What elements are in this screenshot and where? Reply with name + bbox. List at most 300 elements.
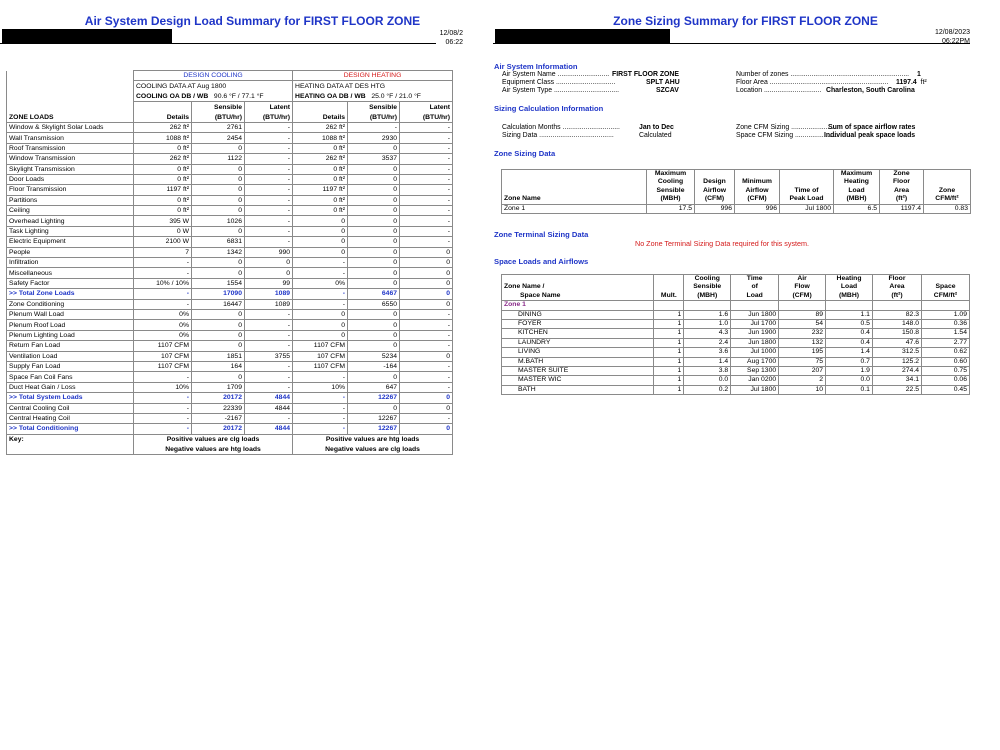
load-row — [7, 164, 453, 174]
heating-latent: - — [400, 341, 453, 351]
space-time: Jul 1800 — [731, 385, 779, 394]
design-cooling-header: DESIGN COOLING — [134, 71, 293, 81]
heating-sensible: 0 — [348, 216, 400, 226]
heating-latent: 0 — [400, 278, 453, 288]
cooling-details: - — [134, 372, 192, 382]
heating-details: 1107 CFM — [293, 341, 348, 351]
space-heating: 1.4 — [826, 348, 873, 357]
calc-months-value: Jan to Dec — [639, 124, 674, 131]
time-of-peak-cell: Jul 1800 — [780, 204, 834, 213]
heating-details: 0 — [293, 247, 348, 257]
space-row — [502, 338, 970, 347]
cooling-details: 262 ft² — [134, 122, 192, 132]
cooling-latent: 1089 — [245, 299, 293, 309]
design-airflow-cell: 996 — [695, 204, 735, 213]
cooling-latent: - — [245, 174, 293, 184]
load-row — [7, 413, 453, 423]
space-cfm-ft2-header: Space CFM/ft² — [922, 275, 970, 301]
load-row — [7, 403, 453, 413]
heating-latent: 0 — [400, 289, 453, 299]
load-label: Central Cooling Coil — [7, 403, 134, 413]
air-system-info-title: Air System Information — [494, 62, 578, 71]
zone-floor-area-header: Zone Floor Area (ft²) — [880, 170, 924, 205]
space-cooling: 1.6 — [684, 310, 731, 319]
zone-name-header: Zone Name — [502, 170, 647, 205]
heating-latent: - — [400, 206, 453, 216]
heating-latent: - — [400, 309, 453, 319]
cooling-details: 1107 CFM — [134, 361, 192, 371]
heating-sensible: 0 — [348, 164, 400, 174]
cooling-details: 1088 ft² — [134, 133, 192, 143]
load-label: Wall Transmission — [7, 133, 134, 143]
cooling-latent: - — [245, 122, 293, 132]
report-time-line: 06:22 — [445, 39, 463, 46]
cooling-sensible: 1026 — [192, 216, 245, 226]
load-label: Window & Skylight Solar Loads — [7, 122, 134, 132]
load-row — [7, 133, 453, 143]
number-of-zones-value: 1 — [917, 71, 921, 78]
load-label: >> Total Zone Loads — [7, 289, 134, 299]
space-airflow: 54 — [779, 320, 826, 329]
heating-details: - — [293, 258, 348, 268]
heating-latent: - — [400, 320, 453, 330]
calc-months-label: Calculation Months .............................. — [502, 124, 620, 131]
space-name: FOYER — [502, 320, 654, 329]
load-label: Space Fan Coil Fans — [7, 372, 134, 382]
location-row — [736, 87, 915, 95]
cooling-sensible: 20172 — [192, 393, 245, 403]
load-row — [7, 382, 453, 392]
cooling-latent: - — [245, 195, 293, 205]
load-label: Zone Conditioning — [7, 299, 134, 309]
heating-latent: - — [400, 382, 453, 392]
load-label: Task Lighting — [7, 226, 134, 236]
heating-load-header: Heating Load (MBH) — [826, 275, 873, 301]
equipment-class-label: Equipment Class ............................... — [502, 79, 616, 86]
cooling-latent: - — [245, 216, 293, 226]
heating-details: 0 ft² — [293, 143, 348, 153]
report-date-line: 12/08/2 — [439, 30, 463, 37]
min-airflow-header: Minimum Airflow (CFM) — [735, 170, 780, 205]
space-floor-area: 125.2 — [872, 357, 921, 366]
cooling-latent: - — [245, 143, 293, 153]
space-row — [502, 367, 970, 376]
page-title: Zone Sizing Summary for FIRST FLOOR ZONE — [613, 14, 878, 28]
heating-details: 0 ft² — [293, 174, 348, 184]
load-row — [7, 341, 453, 351]
cooling-details: - — [134, 424, 192, 434]
zone-sizing-row — [502, 204, 971, 213]
heating-details: 0 — [293, 216, 348, 226]
min-airflow-cell: 996 — [735, 204, 780, 213]
zone-floor-area-cell: 1197.4 — [880, 204, 924, 213]
space-cfm-ft2: 0.60 — [922, 357, 970, 366]
heating-sensible: 2930 — [348, 133, 400, 143]
equipment-class-row — [502, 79, 680, 87]
heating-sensible: 0 — [348, 403, 400, 413]
space-name: MASTER WIC — [502, 376, 654, 385]
space-floor-area: 274.4 — [872, 367, 921, 376]
heating-details: 262 ft² — [293, 122, 348, 132]
space-cfm-sizing-label: Space CFM Sizing ....................... — [736, 132, 840, 139]
heating-sensible: 0 — [348, 341, 400, 351]
cooling-latent: 4844 — [245, 424, 293, 434]
space-heating: 0.5 — [826, 320, 873, 329]
load-row — [7, 309, 453, 319]
load-label: Electric Equipment — [7, 237, 134, 247]
cooling-details: 0 ft² — [134, 164, 192, 174]
space-time: Aug 1700 — [731, 357, 779, 366]
cooling-latent: 4844 — [245, 393, 293, 403]
heating-details: 0 ft² — [293, 195, 348, 205]
space-time: Jun 1800 — [731, 310, 779, 319]
load-label: Roof Transmission — [7, 143, 134, 153]
load-row — [7, 320, 453, 330]
report-time-line: 06:22PM — [941, 38, 970, 45]
load-label: Return Fan Load — [7, 341, 134, 351]
max-heating-header: Maximum Heating Load (MBH) — [834, 170, 880, 205]
space-floor-area: 22.5 — [872, 385, 921, 394]
zone-cfm-sizing-label: Zone CFM Sizing ........................ — [736, 124, 838, 131]
title-divider — [0, 43, 436, 44]
load-row — [7, 216, 453, 226]
key-heating-negative: Negative values are clg loads — [293, 445, 453, 455]
cooling-sensible: 2454 — [192, 133, 245, 143]
space-cooling: 1.0 — [684, 320, 731, 329]
heating-oa-label: HEATING OA DB / WB — [295, 92, 366, 100]
load-label: >> Total Conditioning — [7, 424, 134, 434]
load-label: Central Heating Coil — [7, 413, 134, 423]
cooling-details: 0% — [134, 320, 192, 330]
load-row — [7, 226, 453, 236]
load-row — [7, 122, 453, 132]
redacted-block — [495, 29, 670, 43]
load-label: Duct Heat Gain / Loss — [7, 382, 134, 392]
zone-sizing-title: Zone Sizing Data — [494, 149, 556, 158]
cooling-latent: - — [245, 206, 293, 216]
space-cooling: 0.2 — [684, 385, 731, 394]
cooling-sensible: 0 — [192, 268, 245, 278]
cooling-latent: - — [245, 309, 293, 319]
load-row — [7, 268, 453, 278]
section-header-row — [7, 71, 453, 81]
space-time: Jul 1000 — [731, 348, 779, 357]
load-label: People — [7, 247, 134, 257]
space-time: Jun 1800 — [731, 338, 779, 347]
calc-months-row — [502, 124, 674, 132]
heating-details: 0 — [293, 330, 348, 340]
heating-sensible: 12267 — [348, 424, 400, 434]
cooling-details: - — [134, 299, 192, 309]
cooling-oa-cell — [134, 91, 293, 101]
heating-details: 1107 CFM — [293, 361, 348, 371]
space-mult: 1 — [654, 338, 684, 347]
cooling-latent: - — [245, 320, 293, 330]
heating-sensible: 647 — [348, 382, 400, 392]
heating-latent: - — [400, 122, 453, 132]
heating-sensible: 6550 — [348, 299, 400, 309]
heating-latent-unit: (BTU/hr) — [400, 112, 453, 122]
column-header-row-2 — [7, 112, 453, 122]
space-mult: 1 — [654, 376, 684, 385]
cooling-sensible: 17090 — [192, 289, 245, 299]
space-cfm-ft2: 0.75 — [922, 367, 970, 376]
heating-details: 0 — [293, 320, 348, 330]
cooling-sensible-header: Sensible — [192, 102, 245, 112]
heating-sensible: 0 — [348, 258, 400, 268]
heating-latent: - — [400, 413, 453, 423]
space-name: MASTER SUITE — [502, 367, 654, 376]
cooling-latent: 990 — [245, 247, 293, 257]
space-cfm-ft2: 0.62 — [922, 348, 970, 357]
load-label: Miscellaneous — [7, 268, 134, 278]
cooling-sensible: 1122 — [192, 154, 245, 164]
cooling-sensible: 2761 — [192, 122, 245, 132]
mult-header: Mult. — [654, 275, 684, 301]
cooling-sensible: 0 — [192, 372, 245, 382]
space-heating: 0.4 — [826, 338, 873, 347]
heating-sensible-unit: (BTU/hr) — [348, 112, 400, 122]
space-airflow: 232 — [779, 329, 826, 338]
load-row — [7, 247, 453, 257]
space-mult: 1 — [654, 320, 684, 329]
cooling-latent: 0 — [245, 258, 293, 268]
heating-sensible: 0 — [348, 330, 400, 340]
heating-details: - — [293, 289, 348, 299]
heating-latent: 0 — [400, 403, 453, 413]
heating-details: 0 ft² — [293, 164, 348, 174]
load-row — [7, 258, 453, 268]
load-row — [7, 154, 453, 164]
heating-details-header: Details — [293, 112, 348, 122]
heating-latent: - — [400, 143, 453, 153]
heating-details: 262 ft² — [293, 154, 348, 164]
space-name: M.BATH — [502, 357, 654, 366]
load-row — [7, 206, 453, 216]
heating-sensible: 0 — [348, 278, 400, 288]
load-row — [7, 278, 453, 288]
floor-area-label: Floor Area .............................................................. — [736, 79, 889, 86]
space-cfm-ft2: 2.77 — [922, 338, 970, 347]
space-heating: 0.4 — [826, 329, 873, 338]
space-floor-area: 82.3 — [872, 310, 921, 319]
heating-latent: 0 — [400, 424, 453, 434]
space-time: Jun 1900 — [731, 329, 779, 338]
load-label: Plenum Lighting Load — [7, 330, 134, 340]
space-heating: 0.7 — [826, 357, 873, 366]
cooling-details: 7 — [134, 247, 192, 257]
heating-details: 10% — [293, 382, 348, 392]
floor-area-header: Floor Area (ft²) — [872, 275, 921, 301]
load-row — [7, 299, 453, 309]
cooling-sensible-unit: (BTU/hr) — [192, 112, 245, 122]
space-floor-area: 312.5 — [872, 348, 921, 357]
cooling-details: 1197 ft² — [134, 185, 192, 195]
location-label: Location .............................. — [736, 87, 822, 94]
cooling-oa-label: COOLING OA DB / WB — [136, 92, 209, 100]
heating-latent: - — [400, 330, 453, 340]
heating-sensible: 0 — [348, 247, 400, 257]
space-cooling: 3.6 — [684, 348, 731, 357]
cooling-latent: - — [245, 330, 293, 340]
equipment-class-value: SPLT AHU — [646, 79, 680, 86]
air-system-name-row — [502, 71, 679, 79]
max-cooling-header: Maximum Cooling Sensible (MBH) — [647, 170, 695, 205]
cooling-sensible: 1851 — [192, 351, 245, 361]
space-cooling: 1.4 — [684, 357, 731, 366]
heating-sensible: 12267 — [348, 413, 400, 423]
load-row — [7, 372, 453, 382]
cooling-sensible-header: Cooling Sensible (MBH) — [684, 275, 731, 301]
cooling-sensible: 16447 — [192, 299, 245, 309]
air-system-name-value: FIRST FLOOR ZONE — [612, 71, 679, 78]
zone-cfm-ft2-cell: 0.83 — [924, 204, 971, 213]
oa-conditions-row — [7, 91, 453, 101]
cooling-details: - — [134, 403, 192, 413]
heating-sensible: 0 — [348, 237, 400, 247]
space-loads-title: Space Loads and Airflows — [494, 257, 589, 266]
column-header-row-1 — [7, 102, 453, 112]
cooling-sensible: 0 — [192, 330, 245, 340]
cooling-details: 2100 W — [134, 237, 192, 247]
design-load-table — [6, 70, 453, 455]
zone-sizing-summary-page — [493, 0, 1000, 750]
space-airflow: 10 — [779, 385, 826, 394]
zone-terminal-title: Zone Terminal Sizing Data — [494, 230, 589, 239]
report-date — [918, 28, 970, 46]
heating-sensible: 3537 — [348, 154, 400, 164]
design-heating-header: DESIGN HEATING — [293, 71, 453, 81]
space-airflow: 75 — [779, 357, 826, 366]
cooling-details: 0 ft² — [134, 143, 192, 153]
key-row-1 — [7, 434, 453, 444]
space-floor-area: 148.0 — [872, 320, 921, 329]
heating-details: - — [293, 393, 348, 403]
load-row — [7, 361, 453, 371]
cooling-latent: - — [245, 133, 293, 143]
load-label: Infiltration — [7, 258, 134, 268]
cooling-sensible: 0 — [192, 143, 245, 153]
load-label: Skylight Transmission — [7, 164, 134, 174]
heating-sensible: 0 — [348, 185, 400, 195]
key-heating-positive: Positive values are htg loads — [293, 434, 453, 444]
cooling-sensible: 0 — [192, 174, 245, 184]
number-of-zones-row — [736, 71, 921, 79]
space-name: KITCHEN — [502, 329, 654, 338]
load-row — [7, 393, 453, 403]
redacted-block — [2, 29, 172, 43]
zone-group-label: Zone 1 — [502, 301, 654, 310]
cooling-sensible: 0 — [192, 258, 245, 268]
heating-oa-value: 25.0 °F / 21.0 °F — [371, 92, 421, 100]
load-label: Window Transmission — [7, 154, 134, 164]
zone-sizing-header-row — [502, 170, 971, 205]
heating-latent: - — [400, 174, 453, 184]
space-row — [502, 348, 970, 357]
cooling-latent: 0 — [245, 268, 293, 278]
cooling-sensible: 0 — [192, 164, 245, 174]
heating-data-label: HEATING DATA AT DES HTG — [293, 81, 453, 91]
sizing-data-value: Calculated — [639, 132, 672, 139]
cooling-sensible: 0 — [192, 309, 245, 319]
heating-sensible: 0 — [348, 206, 400, 216]
load-row — [7, 185, 453, 195]
heating-details: 1197 ft² — [293, 185, 348, 195]
location-value: Charleston, South Carolina — [826, 87, 915, 94]
cooling-details: 0% — [134, 309, 192, 319]
cooling-latent: - — [245, 164, 293, 174]
space-cooling: 0.0 — [684, 376, 731, 385]
number-of-zones-label: Number of zones .............................................................. — [736, 71, 910, 78]
heating-details: 107 CFM — [293, 351, 348, 361]
space-heating: 1.9 — [826, 367, 873, 376]
cooling-sensible: 6831 — [192, 237, 245, 247]
cooling-latent: 3755 — [245, 351, 293, 361]
space-row — [502, 357, 970, 366]
heating-details: - — [293, 424, 348, 434]
space-name: DINING — [502, 310, 654, 319]
space-heating: 0.0 — [826, 376, 873, 385]
cooling-latent: - — [245, 382, 293, 392]
cooling-latent: - — [245, 185, 293, 195]
heating-oa-cell — [293, 91, 453, 101]
heating-sensible: 5234 — [348, 351, 400, 361]
conditions-row — [7, 81, 453, 91]
cooling-sensible: 20172 — [192, 424, 245, 434]
load-label: Overhead Lighting — [7, 216, 134, 226]
cooling-latent: 99 — [245, 278, 293, 288]
space-time: Sep 1300 — [731, 367, 779, 376]
space-row — [502, 310, 970, 319]
max-heating-cell: 6.5 — [834, 204, 880, 213]
cooling-details: - — [134, 413, 192, 423]
page-title: Air System Design Load Summary for FIRST FLOOR ZONE — [84, 14, 421, 28]
cooling-details-header: Details — [134, 112, 192, 122]
heating-details: 0 ft² — [293, 206, 348, 216]
space-floor-area: 150.8 — [872, 329, 921, 338]
space-loads-table — [501, 274, 970, 395]
heating-latent-header: Latent — [400, 102, 453, 112]
cooling-details: 395 W — [134, 216, 192, 226]
heating-details: 1088 ft² — [293, 133, 348, 143]
load-row — [7, 195, 453, 205]
heating-sensible: 6467 — [348, 289, 400, 299]
heating-latent: 0 — [400, 258, 453, 268]
cooling-sensible: 164 — [192, 361, 245, 371]
heating-sensible: - — [348, 122, 400, 132]
air-flow-header: Air Flow (CFM) — [779, 275, 826, 301]
heating-latent: 0 — [400, 268, 453, 278]
heating-latent: - — [400, 185, 453, 195]
zone-group-row — [502, 301, 970, 310]
cooling-sensible: 22339 — [192, 403, 245, 413]
space-cooling: 4.3 — [684, 329, 731, 338]
heating-latent: - — [400, 195, 453, 205]
space-airflow: 207 — [779, 367, 826, 376]
space-cfm-sizing-value: Individual peak space loads — [824, 132, 916, 139]
cooling-oa-value: 90.6 °F / 77.1 °F — [213, 92, 264, 100]
key-cooling-positive: Positive values are clg loads — [134, 434, 293, 444]
cooling-details: 0 ft² — [134, 206, 192, 216]
heating-sensible: 0 — [348, 268, 400, 278]
cooling-latent: - — [245, 237, 293, 247]
key-label: Key: — [7, 434, 134, 444]
cooling-latent-header: Latent — [245, 102, 293, 112]
load-label: Ceiling — [7, 206, 134, 216]
load-label: Door Loads — [7, 174, 134, 184]
load-label: >> Total System Loads — [7, 393, 134, 403]
cooling-sensible: 0 — [192, 206, 245, 216]
